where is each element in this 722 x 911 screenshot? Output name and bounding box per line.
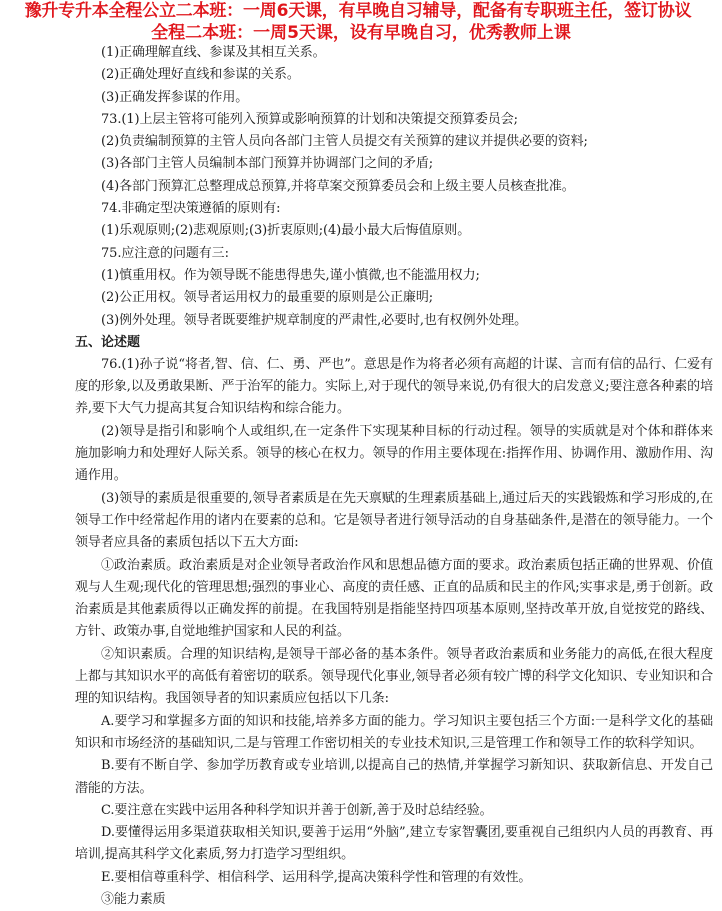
paragraph: ②知识素质。合理的知识结构,是领导干部必备的基本条件。领导者政治素质和业务能力的高低,在很大程度上都与其知识水平的高低有着密切的联系。领导现代化事业,领导者必须有较广博的科学文化知识、专业知识和合理的知识结构。我国领导者的知识素质应包括以下几条:	[75, 646, 713, 707]
paragraph: ①政治素质。政治素质是对企业领导者政治作风和思想品德方面的要求。政治素质包括正确的世界观、价值观与人生观;现代化的管理思想;强烈的事业心、高度的责任感、正直的品质和民主的作风;实事求是,勇于创新。政治素质是其他素质得以正确发挥的前提。在我国特别是指能坚持四项基本原则,坚持改革开放,自觉按党的路线、方针、政策办事,自觉地维护国家和人民的利益。	[75, 557, 713, 640]
paragraph: (2)负责编制预算的主管人员向各部门主管人员提交有关预算的建议并提供必要的资料;	[101, 134, 588, 150]
paragraph: 76.(1)孙子说“将者,智、信、仁、勇、严也”。意思是作为将者必须有高超的计谋、言而有信的品行、仁爱有度的形象,以及勇敢果断、严于治军的能力。实际上,对于现代的领导来说,仍有很大的启发意义;要注意各种素的培养,要下大气力提高其复合知识结构和综合能力。	[75, 356, 713, 417]
paragraph: (1)正确理解直线、参谋及其相互关系。	[101, 45, 326, 60]
ad-banner-line-1: 豫升专升本全程公立二本班：一周6天课，有早晚自习辅导，配备有专职班主任，签订协议	[24, 1, 692, 21]
paragraph: (1)慎重用权。作为领导既不能患得患失,谨小慎微,也不能滥用权力;	[101, 267, 480, 283]
ad-banner-line-2: 全程二本班：一周5天课，设有早晚自习，优秀教师上课	[151, 23, 571, 43]
paragraph: B.要有不断自学、参加学历教育或专业培训,以提高自己的热情,并掌握学习新知识、获取新信息、开发自己潜能的方法。	[75, 758, 713, 796]
paragraph: (3)正确发挥参谋的作用。	[101, 89, 249, 105]
paragraph: (2)公正用权。领导者运用权力的最重要的原则是公正廉明;	[101, 290, 433, 306]
paragraph: (2)正确处理好直线和参谋的关系。	[101, 67, 300, 83]
paragraph: 73.(1)上层主管将可能列入预算或影响预算的计划和决策提交预算委员会;	[101, 111, 518, 127]
paragraph: 74.非确定型决策遵循的原则有:	[101, 201, 281, 217]
paragraph: (3)领导的素质是很重要的,领导者素质是在先天禀赋的生理素质基础上,通过后天的实践锻炼和学习形成的,在领导工作中经常起作用的诸内在要素的总和。它是领导者进行领导活动的自身基础条件,是潜在的领导能力。一个领导者应具备的素质包括以下五大方面:	[75, 490, 713, 551]
document-body	[75, 42, 713, 911]
paragraph: ③能力素质	[101, 891, 166, 907]
paragraph: 75.应注意的问题有三:	[101, 245, 229, 261]
paragraph: (2)领导是指引和影响个人或组织,在一定条件下实现某种目标的行动过程。领导的实质就是对个体和群体来施加影响力和处理好人际关系。领导的核心在权力。领导的作用主要体现在:指挥作用、协调作用、激励作用、沟通作用。	[75, 423, 713, 484]
paragraph: C.要注意在实践中运用各种科学知识并善于创新,善于及时总结经验。	[101, 802, 493, 818]
paragraph: (4)各部门预算汇总整理成总预算,并将草案交预算委员会和上级主要人员核查批准。	[101, 178, 575, 194]
paragraph: D.要懂得运用多渠道获取相关知识,要善于运用“外脑”,建立专家智囊团,要重视自己组织内人员的再教育、再培训,提高其科学文化素质,努力打造学习型组织。	[75, 825, 713, 863]
paragraph: (3)各部门主管人员编制本部门预算并协调部门之间的矛盾;	[101, 156, 433, 172]
paragraph: (3)例外处理。领导者既要维护规章制度的严肃性,必要时,也有权例外处理。	[101, 312, 528, 328]
paragraph: (1)乐观原则;(2)悲观原则;(3)折衷原则;(4)最小最大后悔值原则。	[101, 223, 471, 239]
paragraph: A.要学习和掌握多方面的知识和技能,培养多方面的能力。学习知识主要包括三个方面:一是科学文化的基础知识和市场经济的基础知识,二是与管理工作密切相关的专业技术知识,三是管理工作和领导工作的软科学知识。	[75, 713, 713, 751]
paragraph: E.要相信尊重科学、相信科学、运用科学,提高决策科学性和管理的有效性。	[101, 869, 532, 885]
section-heading: 五、论述题	[75, 334, 141, 350]
